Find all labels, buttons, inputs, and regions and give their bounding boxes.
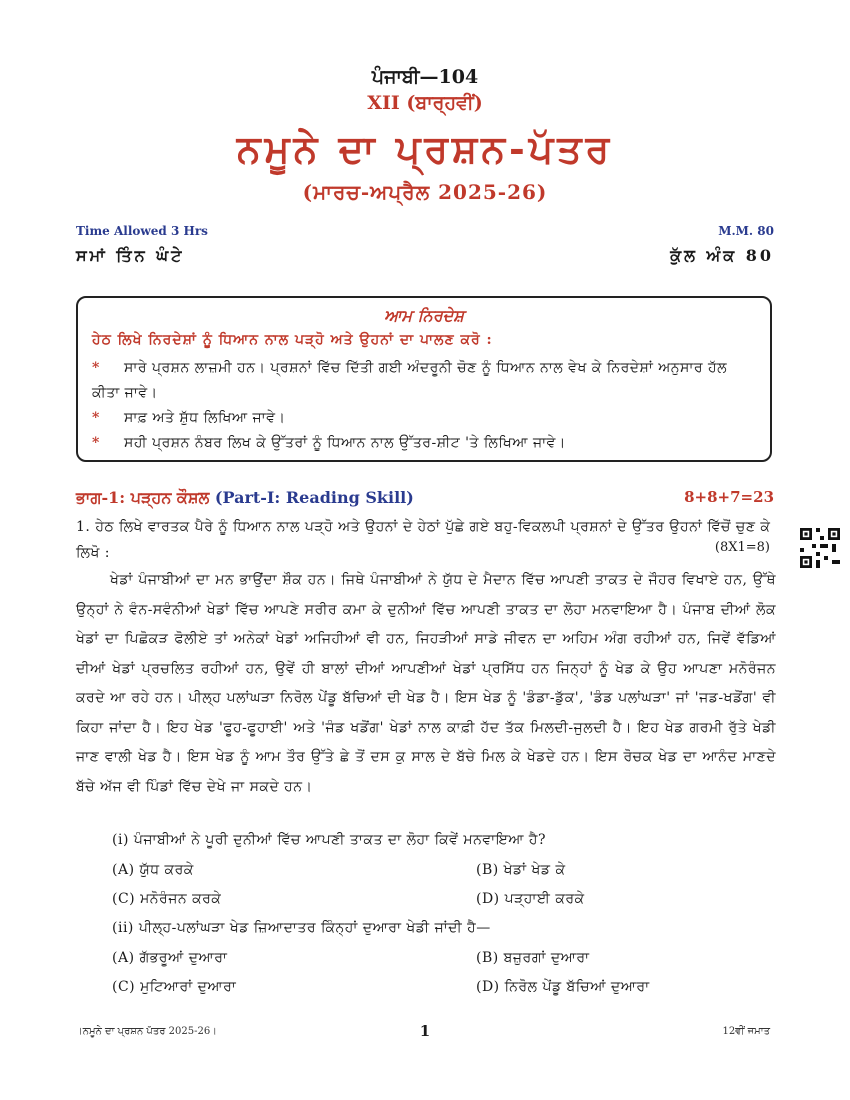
qr-code-icon bbox=[800, 528, 840, 568]
question-number: 1. bbox=[76, 519, 91, 535]
instruction-item: * ਸਾਫ਼ ਅਤੇ ਸ਼ੁੱਧ ਲਿਖਿਆ ਜਾਵੇ। bbox=[92, 406, 752, 431]
reading-passage: ਖੇਡਾਂ ਪੰਜਾਬੀਆਂ ਦਾ ਮਨ ਭਾਉਂਦਾ ਸ਼ੌਕ ਹਨ। ਜਿਥੇ ਪੰਜਾਬੀਆਂ ਨੇ ਯੁੱਧ ਦੇ ਮੈਦਾਨ ਵਿੱਚ ਆਪਣੀ ਤਾਕਤ ਦੇ ਜੌਹਰ ਵਿਖਾਏ ਹਨ, ਉੱਥੇ ਉਨ੍ਹਾਂ ਨੇ ਵੰਨ-ਸਵੰਨੀਆਂ ਖੇਡਾਂ ਵਿੱਚ ਆਪਣੇ ਸਰੀਰ ਕਮਾ ਕੇ ਦੁਨੀਆਂ ਵਿੱਚ ਆਪਣੀ ਤਾਕਤ ਦਾ ਲੋਹਾ ਮਨਵਾਇਆ ਹੈ। ਪੰਜਾਬ ਦੀਆਂ ਲੋਕ ਖੇਡਾਂ ਦਾ ਪਿਛੋਕੜ ਫੋਲੀਏ ਤਾਂ ਅਨੇਕਾਂ ਖੇਡਾਂ ਅਜਿਹੀਆਂ ਵੀ ਹਨ, ਜਿਹੜੀਆਂ ਸਾਡੇ ਜੀਵਨ ਦਾ ਅਹਿਮ ਅੰਗ ਰਹੀਆਂ ਹਨ, ਜਿਵੇਂ ਵੱਡਿਆਂ ਦੀਆਂ ਖੇਡਾਂ ਪ੍ਰਚਲਿਤ ਰਹੀਆਂ ਹਨ, ਉਵੇਂ ਹੀ ਬਾਲਾਂ ਦੀਆਂ ਆਪਣੀਆਂ ਖੇਡਾਂ ਪ੍ਰਸਿੱਧ ਹਨ ਜਿਨ੍ਹਾਂ ਨੂੰ ਖੇਡ ਕੇ ਉਹ ਆਪਣਾ ਮਨੋਰੰਜਨ ਕਰਦੇ ਆ ਰਹੇ ਹਨ। ਪੀਲ੍ਹ ਪਲਾਂਘੜਾ ਨਿਰੋਲ ਪੇਂਡੂ ਬੱਚਿਆਂ ਦੀ ਖੇਡ ਹੈ। ਇਸ ਖੇਡ ਨੂੰ 'ਡੰਡਾ-ਡੁੱਕ', 'ਡੰਡ ਪਲਾਂਘੜਾ' ਜਾਂ 'ਜਡ-ਖਡੋਂਗ' ਵੀ ਕਿਹਾ ਜਾਂਦਾ ਹੈ। ਇਹ ਖੇਡ 'ਫੂਹ-ਫੂਹਾਈ' ਅਤੇ 'ਜੰਡ ਖਡੋਂਗ' ਖੇਡਾਂ ਨਾਲ ਕਾਫ਼ੀ ਹੱਦ ਤੱਕ ਮਿਲਦੀ-ਜੁਲਦੀ ਹੈ। ਇਹ ਖੇਡ ਗਰਮੀ ਰੁੱਤੇ ਖੇਡੀ ਜਾਣ ਵਾਲੀ ਖੇਡ ਹੈ। ਇਸ ਖੇਡ ਨੂੰ ਆਮ ਤੌਰ ਉੱਤੇ ਛੇ ਤੋਂ ਦਸ ਕੁ ਸਾਲ ਦੇ ਬੱਚੇ ਮਿਲ ਕੇ ਖੇਡਦੇ ਹਨ। ਇਸ ਰੋਚਕ ਖੇਡ ਦਾ ਆਨੰਦ ਮਾਣਦੇ ਬੱਚੇ ਅੱਜ ਵੀ ਪਿੰਡਾਂ ਵਿੱਚ ਦੇਖੇ ਜਾ ਸਕਦੇ ਹਨ। bbox=[76, 572, 776, 795]
class-label: XII (ਬਾਰ੍ਹਵੀਂ) bbox=[367, 92, 483, 114]
time-allowed-pa: ਸਮਾਂ ਤਿੰਨ ਘੰਟੇ bbox=[76, 246, 185, 265]
bullet-star-icon: * bbox=[92, 435, 100, 451]
subject-code: ਪੰਜਾਬੀ—104 bbox=[371, 66, 479, 88]
subquestion-ii: (ii) ਪੀਲ੍ਹ-ਪਲਾਂਘੜਾ ਖੇਡ ਜ਼ਿਆਦਾਤਰ ਕਿੰਨ੍ਹਾਂ ਦੁਆਰਾ ਖੇਡੀ ਜਾਂਦੀ ਹੈ— bbox=[112, 920, 491, 936]
option-a: (A) ਗੱਭਰੂਆਂ ਦੁਆਰਾ bbox=[112, 950, 228, 966]
section-label-pa: ਭਾਗ-1: ਪੜ੍ਹਨ ਕੌਸ਼ਲ bbox=[76, 488, 210, 507]
instructions-lead: ਹੇਠ ਲਿਖੇ ਨਿਰਦੇਸ਼ਾਂ ਨੂੰ ਧਿਆਨ ਨਾਲ ਪੜ੍ਹੋ ਅਤੇ ਉਹਨਾਂ ਦਾ ਪਾਲਣ ਕਰੋ : bbox=[92, 332, 493, 348]
time-allowed-en: Time Allowed 3 Hrs bbox=[76, 224, 208, 238]
session-label: (ਮਾਰਚ-ਅਪ੍ਰੈਲ 2025-26) bbox=[302, 180, 548, 204]
bullet-star-icon: * bbox=[92, 360, 100, 376]
page-number: 1 bbox=[419, 1022, 431, 1040]
question-1-marks: (8X1=8) bbox=[714, 540, 770, 555]
total-marks-pa: ਕੁੱਲ ਅੰਕ 80 bbox=[670, 246, 774, 265]
option-a: (A) ਯੁੱਧ ਕਰਕੇ bbox=[112, 862, 194, 878]
instructions-title: ਆਮ ਨਿਰਦੇਸ਼ bbox=[384, 306, 464, 325]
instruction-item: * ਸਾਰੇ ਪ੍ਰਸ਼ਨ ਲਾਜ਼ਮੀ ਹਨ। ਪ੍ਰਸ਼ਨਾਂ ਵਿੱਚ ਦਿੱਤੀ ਗਈ ਅੰਦਰੂਨੀ ਚੋਣ ਨੂੰ ਧਿਆਨ ਨਾਲ ਵੇਖ ਕੇ ਨਿਰਦੇਸ਼ਾਂ ਅਨੁਸਾਰ ਹੱਲ ਕੀਤਾ ਜਾਵੇ। bbox=[92, 356, 752, 406]
footer-paper-label: ।ਨਮੂਨੇ ਦਾ ਪ੍ਰਸ਼ਨ ਪੱਤਰ 2025-26। bbox=[76, 1026, 217, 1037]
bullet-star-icon: * bbox=[92, 410, 100, 426]
option-d: (D) ਨਿਰੋਲ ਪੇਂਡੂ ਬੱਚਿਆਂ ਦੁਆਰਾ bbox=[476, 979, 650, 995]
footer-class-label: 12ਵੀਂ ਜਮਾਤ bbox=[722, 1026, 770, 1037]
question-1-prompt bbox=[76, 514, 776, 566]
instruction-item: * ਸਹੀ ਪ੍ਰਸ਼ਨ ਨੰਬਰ ਲਿਖ ਕੇ ਉੱਤਰਾਂ ਨੂੰ ਧਿਆਨ ਨਾਲ ਉੱਤਰ-ਸ਼ੀਟ 'ਤੇ ਲਿਖਿਆ ਜਾਵੇ। bbox=[92, 431, 752, 456]
option-c: (C) ਮੁਟਿਆਰਾਂ ਦੁਆਰਾ bbox=[112, 979, 237, 995]
section-marks: 8+8+7=23 bbox=[684, 488, 774, 506]
subquestion-i: (i) ਪੰਜਾਬੀਆਂ ਨੇ ਪੂਰੀ ਦੁਨੀਆਂ ਵਿੱਚ ਆਪਣੀ ਤਾਕਤ ਦਾ ਲੋਹਾ ਕਿਵੇਂ ਮਨਵਾਇਆ ਹੈ? bbox=[112, 832, 547, 848]
section-heading bbox=[76, 488, 414, 508]
option-b: (B) ਖੇਡਾਂ ਖੇਡ ਕੇ bbox=[476, 862, 566, 878]
page-title: ਨਮੂਨੇ ਦਾ ਪ੍ਰਸ਼ਨ-ਪੱਤਰ bbox=[236, 126, 614, 171]
general-instructions-box bbox=[76, 296, 772, 462]
max-marks-en: M.M. 80 bbox=[718, 224, 774, 238]
option-c: (C) ਮਨੋਰੰਜਨ ਕਰਕੇ bbox=[112, 891, 222, 907]
option-b: (B) ਬਜ਼ੁਰਗਾਂ ਦੁਆਰਾ bbox=[476, 950, 590, 966]
section-label-en: (Part-I: Reading Skill) bbox=[214, 488, 414, 507]
question-text: ਹੇਠ ਲਿਖੇ ਵਾਰਤਕ ਪੈਰੇ ਨੂੰ ਧਿਆਨ ਨਾਲ ਪੜ੍ਹੋ ਅਤੇ ਉਹਨਾਂ ਦੇ ਹੇਠਾਂ ਪੁੱਛੇ ਗਏ ਬਹੁ-ਵਿਕਲਪੀ ਪ੍ਰਸ਼ਨਾਂ ਦੇ ਉੱਤਰ ਉਹਨਾਂ ਵਿੱਚੋਂ ਚੁਣ ਕੇ ਲਿਖੋ : bbox=[76, 519, 771, 561]
option-d: (D) ਪੜ੍ਹਾਈ ਕਰਕੇ bbox=[476, 891, 585, 907]
